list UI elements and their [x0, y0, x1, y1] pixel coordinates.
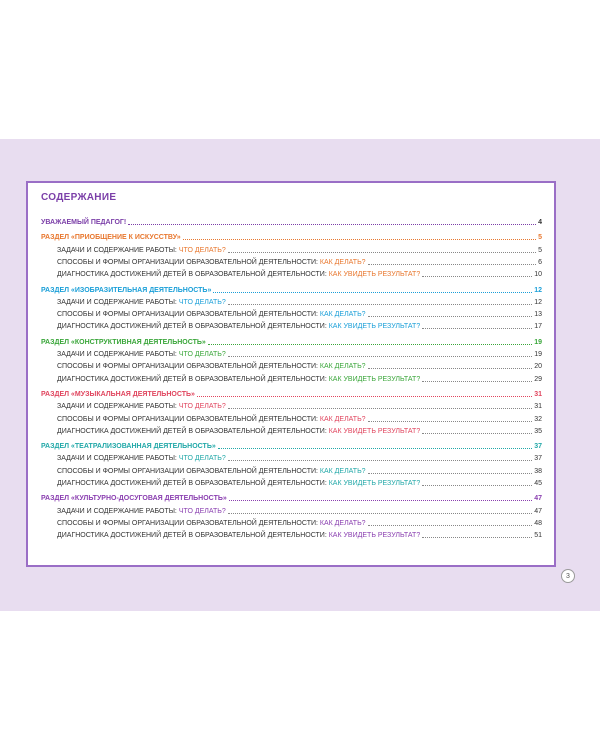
toc-page-number: 51 — [534, 532, 542, 540]
toc-entry-text: РАЗДЕЛ «КУЛЬТУРНО-ДОСУГОВАЯ ДЕЯТЕЛЬНОСТЬ» — [41, 495, 227, 503]
toc-entry-label — [57, 402, 226, 411]
toc-entry-text: ДИАГНОСТИКА ДОСТИЖЕНИЙ ДЕТЕЙ В ОБРАЗОВАТЕЛЬНОЙ ДЕЯТЕЛЬНОСТИ: — [57, 271, 329, 279]
toc-entry-text: РАЗДЕЛ «ПРИОБЩЕНИЕ К ИСКУССТВУ» — [41, 234, 181, 242]
dot-leader — [213, 291, 532, 293]
toc-entry-text: СПОСОБЫ И ФОРМЫ ОРГАНИЗАЦИИ ОБРАЗОВАТЕЛЬНОЙ ДЕЯТЕЛЬНОСТИ: — [57, 467, 320, 475]
toc-title: СОДЕРЖАНИЕ — [41, 192, 117, 203]
toc-entry-text: ЗАДАЧИ И СОДЕРЖАНИЕ РАБОТЫ: — [57, 351, 179, 358]
toc-page-number: 31 — [534, 390, 542, 398]
toc-subentry[interactable] — [57, 528, 542, 540]
toc-entry-label — [41, 233, 181, 242]
toc-entry-text: РАЗДЕЛ «МУЗЫКАЛЬНАЯ ДЕЯТЕЛЬНОСТЬ» — [41, 390, 195, 398]
toc-page-number: 20 — [534, 363, 542, 371]
toc-page-number: 38 — [534, 467, 542, 475]
toc-page-number: 12 — [534, 286, 542, 294]
toc-page-number: 48 — [534, 519, 542, 527]
toc-section-heading[interactable] — [41, 335, 542, 347]
toc-entry-text: РАЗДЕЛ «ТЕАТРАЛИЗОВАННАЯ ДЕЯТЕЛЬНОСТЬ» — [41, 443, 216, 451]
toc-entry-label — [57, 507, 226, 516]
toc-page-number: 47 — [534, 507, 542, 515]
toc-entry-label — [57, 454, 226, 463]
dot-leader — [368, 315, 533, 317]
toc-entry-text: ЗАДАЧИ И СОДЕРЖАНИЕ РАБОТЫ: — [57, 507, 179, 515]
toc-entry-text: ЗАДАЧИ И СОДЕРЖАНИЕ РАБОТЫ: — [57, 403, 179, 411]
dot-leader — [368, 472, 533, 474]
toc-subentry[interactable] — [57, 504, 542, 516]
toc-entry-text: ДИАГНОСТИКА ДОСТИЖЕНИЙ ДЕТЕЙ В ОБРАЗОВАТЕЛЬНОЙ ДЕЯТЕЛЬНОСТИ: — [57, 427, 329, 435]
toc-entry-label — [41, 218, 126, 227]
toc-page-number: 45 — [534, 480, 542, 487]
toc-entry-question: ЧТО ДЕЛАТЬ? — [178, 403, 226, 411]
toc-entry-question: КАК ДЕЛАТЬ? — [319, 519, 366, 527]
toc-entry-label — [57, 531, 420, 540]
toc-entry-label — [57, 310, 366, 319]
toc-page-number: 5 — [538, 246, 542, 254]
toc-page-number: 47 — [534, 495, 542, 503]
toc-subentry[interactable] — [57, 347, 542, 359]
toc-page-number: 35 — [534, 427, 542, 435]
toc-entry-text: ЗАДАЧИ И СОДЕРЖАНИЕ РАБОТЫ: — [57, 455, 179, 463]
toc-subentry[interactable] — [57, 255, 542, 267]
toc-subentry[interactable] — [57, 243, 542, 255]
dot-leader — [422, 380, 532, 382]
toc-page-number: 37 — [534, 455, 542, 463]
dot-leader — [368, 367, 533, 369]
toc-subentry[interactable] — [57, 359, 542, 371]
toc-entry-question: ЧТО ДЕЛАТЬ? — [178, 455, 226, 463]
toc-subentry[interactable] — [57, 516, 542, 528]
dot-leader — [368, 263, 537, 265]
dot-leader — [229, 499, 532, 501]
toc-subentry[interactable] — [57, 451, 542, 463]
toc-entry-label — [57, 298, 226, 307]
toc-entry-text: ДИАГНОСТИКА ДОСТИЖЕНИЙ ДЕТЕЙ В ОБРАЗОВАТЕЛЬНОЙ ДЕЯТЕЛЬНОСТИ: — [57, 375, 329, 383]
toc-entry-label — [57, 427, 420, 436]
toc-page-number: 32 — [534, 415, 542, 423]
toc-entry-text: СПОСОБЫ И ФОРМЫ ОРГАНИЗАЦИИ ОБРАЗОВАТЕЛЬНОЙ ДЕЯТЕЛЬНОСТИ: — [57, 311, 320, 319]
toc-entry-label — [57, 350, 226, 359]
toc-entry-text: ДИАГНОСТИКА ДОСТИЖЕНИЙ ДЕТЕЙ В ОБРАЗОВАТЕЛЬНОЙ ДЕЯТЕЛЬНОСТИ: — [57, 323, 329, 331]
toc-entry-question: КАК ДЕЛАТЬ? — [319, 258, 366, 266]
toc-entry-question: КАК УВИДЕТЬ РЕЗУЛЬТАТ? — [328, 323, 421, 331]
toc-page-number: 19 — [534, 351, 542, 358]
toc-entry-label — [57, 362, 366, 371]
dot-leader — [208, 343, 532, 345]
dot-leader — [228, 251, 536, 253]
dot-leader — [197, 395, 532, 397]
toc-page-number: 13 — [534, 311, 542, 319]
toc-subentry[interactable] — [57, 372, 542, 384]
dot-leader — [422, 327, 532, 329]
toc-page-number: 19 — [534, 338, 542, 346]
toc-page-number: 10 — [534, 271, 542, 279]
toc-page-number: 31 — [534, 403, 542, 411]
toc-entry-question: ЧТО ДЕЛАТЬ? — [178, 246, 226, 254]
page-number: 3 — [561, 569, 575, 583]
toc-entry-question: КАК УВИДЕТЬ РЕЗУЛЬТАТ? — [328, 532, 421, 540]
toc-entry-label — [57, 270, 420, 279]
toc-entry-question: ЧТО ДЕЛАТЬ? — [178, 351, 226, 358]
toc-entry-label — [57, 479, 420, 488]
dot-leader — [422, 432, 532, 434]
toc-page-number: 29 — [534, 375, 542, 383]
toc-entry-question: КАК УВИДЕТЬ РЕЗУЛЬТАТ? — [328, 480, 421, 487]
dot-leader — [368, 524, 533, 526]
dot-leader — [422, 536, 532, 538]
toc-section-heading[interactable] — [41, 230, 542, 242]
toc-page-number: 6 — [538, 258, 542, 266]
toc-entry-text: ДИАГНОСТИКА ДОСТИЖЕНИЙ ДЕТЕЙ В ОБРАЗОВАТЕЛЬНОЙ ДЕЯТЕЛЬНОСТИ: — [57, 480, 329, 487]
dot-leader — [128, 223, 536, 225]
toc-subentry[interactable] — [57, 319, 542, 331]
toc-subentry[interactable] — [57, 464, 542, 476]
dot-leader — [228, 407, 532, 409]
toc-entry-question: КАК ДЕЛАТЬ? — [319, 311, 366, 319]
dot-leader — [422, 275, 532, 277]
toc-entry-question: КАК УВИДЕТЬ РЕЗУЛЬТАТ? — [328, 427, 421, 435]
toc-entry-label — [41, 286, 211, 295]
toc-entry-label — [41, 494, 227, 503]
dot-leader — [228, 459, 532, 461]
toc-entry-label — [41, 390, 195, 399]
toc-section-heading[interactable] — [41, 283, 542, 295]
toc-entry-text: ДИАГНОСТИКА ДОСТИЖЕНИЙ ДЕТЕЙ В ОБРАЗОВАТЕЛЬНОЙ ДЕЯТЕЛЬНОСТИ: — [57, 532, 329, 540]
toc-entry-text: СПОСОБЫ И ФОРМЫ ОРГАНИЗАЦИИ ОБРАЗОВАТЕЛЬНОЙ ДЕЯТЕЛЬНОСТИ: — [57, 258, 320, 266]
toc-section-heading[interactable] — [41, 387, 542, 399]
toc-subentry[interactable] — [57, 412, 542, 424]
toc-subentry[interactable] — [57, 424, 542, 436]
toc-entry-text: УВАЖАЕМЫЙ ПЕДАГОГ! — [41, 219, 127, 226]
dot-leader — [368, 420, 533, 422]
toc-entry-text: ЗАДАЧИ И СОДЕРЖАНИЕ РАБОТЫ: — [57, 298, 179, 306]
toc-entry-question: ЧТО ДЕЛАТЬ? — [178, 507, 226, 515]
toc-subentry[interactable] — [57, 476, 542, 488]
toc-entry-text: СПОСОБЫ И ФОРМЫ ОРГАНИЗАЦИИ ОБРАЗОВАТЕЛЬНОЙ ДЕЯТЕЛЬНОСТИ: — [57, 363, 320, 371]
toc-entry-text: СПОСОБЫ И ФОРМЫ ОРГАНИЗАЦИИ ОБРАЗОВАТЕЛЬНОЙ ДЕЯТЕЛЬНОСТИ: — [57, 415, 320, 423]
toc-page-number: 4 — [538, 219, 542, 226]
toc-page-number: 17 — [534, 323, 542, 331]
toc-section-heading[interactable] — [41, 491, 542, 503]
toc-entry-question: КАК ДЕЛАТЬ? — [319, 415, 366, 423]
toc-entry-text: РАЗДЕЛ «КОНСТРУКТИВНАЯ ДЕЯТЕЛЬНОСТЬ» — [41, 338, 206, 346]
dot-leader — [228, 512, 532, 514]
toc-entry-question: КАК УВИДЕТЬ РЕЗУЛЬТАТ? — [328, 375, 421, 383]
toc-entry-question: ЧТО ДЕЛАТЬ? — [178, 298, 226, 306]
toc-section-heading[interactable] — [41, 215, 542, 227]
dot-leader — [218, 447, 532, 449]
toc-subentry[interactable] — [57, 295, 542, 307]
toc-entry-question: КАК ДЕЛАТЬ? — [319, 467, 366, 475]
toc-entry-label — [57, 246, 226, 255]
toc-entry-text: ЗАДАЧИ И СОДЕРЖАНИЕ РАБОТЫ: — [57, 246, 179, 254]
toc-entry-label — [57, 415, 366, 424]
toc-entry-question: КАК УВИДЕТЬ РЕЗУЛЬТАТ? — [328, 271, 421, 279]
toc-subentry[interactable] — [57, 267, 542, 279]
toc-subentry[interactable] — [57, 307, 542, 319]
toc-section-heading[interactable] — [41, 439, 542, 451]
toc-entry-question: КАК ДЕЛАТЬ? — [319, 363, 366, 371]
toc-entry-text: РАЗДЕЛ «ИЗОБРАЗИТЕЛЬНАЯ ДЕЯТЕЛЬНОСТЬ» — [41, 286, 212, 294]
toc-entry-label — [41, 442, 216, 451]
dot-leader — [228, 355, 532, 357]
toc-page-number: 5 — [538, 234, 542, 242]
toc-entry-label — [57, 322, 420, 331]
toc-page-number: 12 — [534, 298, 542, 306]
dot-leader — [228, 303, 532, 305]
toc-entry-text: СПОСОБЫ И ФОРМЫ ОРГАНИЗАЦИИ ОБРАЗОВАТЕЛЬНОЙ ДЕЯТЕЛЬНОСТИ: — [57, 519, 320, 527]
toc-entry-label — [57, 519, 366, 528]
table-of-contents — [26, 181, 556, 567]
toc-entry-label — [57, 375, 420, 384]
toc-entry-label — [57, 258, 366, 267]
toc-entry-label — [57, 467, 366, 476]
toc-page-number: 37 — [534, 443, 542, 451]
toc-subentry[interactable] — [57, 399, 542, 411]
dot-leader — [422, 484, 532, 486]
toc-entry-label — [41, 338, 206, 347]
dot-leader — [183, 238, 536, 240]
